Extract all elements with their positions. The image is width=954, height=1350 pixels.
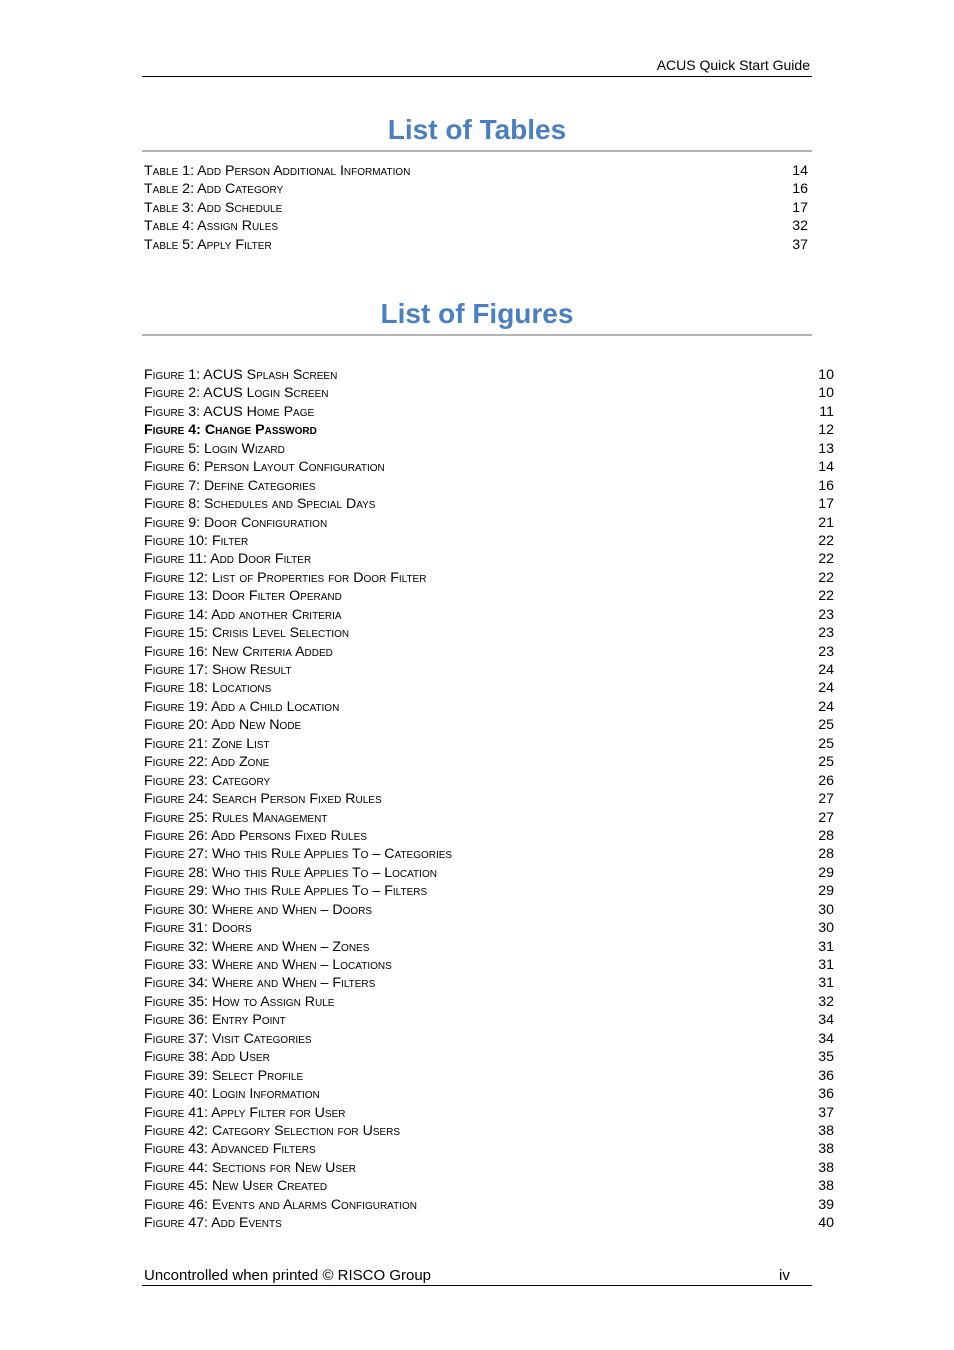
toc-entry-page: 17 [818, 496, 834, 513]
toc-entry-page: 29 [818, 864, 834, 881]
toc-entry-page: 22 [818, 532, 834, 549]
toc-entry-label: Figure 27: Who this Rule Applies To – Categories [144, 846, 453, 863]
toc-entry-label: Figure 24: Search Person Fixed Rules [144, 791, 382, 808]
toc-entry-page: 34 [818, 1012, 834, 1029]
toc-entry[interactable] [144, 643, 834, 661]
toc-entry-label: Figure 34: Where and When – Filters [144, 975, 376, 992]
toc-entry-page: 25 [818, 754, 834, 771]
toc-entry[interactable] [144, 735, 834, 753]
toc-entry-page: 16 [792, 181, 808, 198]
toc-entry-page: 22 [818, 569, 834, 586]
toc-entry-label: Figure 36: Entry Point [144, 1012, 286, 1029]
toc-entry[interactable] [144, 1011, 834, 1029]
footer-rule [142, 1285, 812, 1286]
toc-entry-page: 32 [792, 218, 808, 235]
toc-entry[interactable] [144, 827, 834, 845]
toc-entry-page: 27 [818, 809, 834, 826]
toc-entry-page: 38 [818, 1141, 834, 1158]
toc-entry-label: Figure 43: Advanced Filters [144, 1141, 316, 1158]
toc-entry[interactable] [144, 514, 834, 532]
toc-entry-label: Figure 23: Category [144, 772, 271, 789]
toc-entry-page: 14 [818, 459, 834, 476]
toc-entry-label: Figure 6: Person Layout Configuration [144, 459, 385, 476]
toc-entry[interactable] [144, 1177, 834, 1195]
toc-entry[interactable] [144, 956, 834, 974]
toc-entry-label: Figure 44: Sections for New User [144, 1159, 356, 1176]
toc-entry-page: 31 [818, 938, 834, 955]
toc-entry[interactable] [144, 1196, 834, 1214]
toc-entry[interactable] [144, 1214, 834, 1232]
toc-entry-page: 24 [818, 662, 834, 678]
toc-entry-label: Table 5: Apply Filter [144, 236, 272, 253]
toc-entry[interactable] [144, 236, 808, 254]
toc-entry[interactable] [144, 993, 834, 1011]
toc-entry-label: Figure 3: ACUS Home Page [144, 403, 315, 420]
figures-title-rule [142, 334, 812, 336]
toc-entry-label: Figure 8: Schedules and Special Days [144, 496, 376, 513]
toc-entry[interactable] [144, 458, 834, 476]
toc-entry[interactable] [144, 716, 834, 734]
list-of-figures-title: List of Figures [380, 298, 574, 329]
toc-entry-label: Figure 33: Where and When – Locations [144, 957, 392, 973]
toc-entry-page: 23 [818, 625, 834, 642]
toc-entry-label: Figure 32: Where and When – Zones [144, 938, 370, 955]
toc-entry-label: Table 2: Add Category [144, 181, 284, 198]
toc-entry-page: 24 [818, 680, 834, 697]
footer-notice: Uncontrolled when printed © RISCO Group [144, 1267, 432, 1284]
toc-entry-page: 31 [818, 957, 834, 973]
toc-entry-page: 25 [818, 735, 834, 752]
toc-entry-label: Figure 26: Add Persons Fixed Rules [144, 827, 367, 844]
toc-entry[interactable] [144, 1048, 834, 1066]
toc-entry-label: Figure 13: Door Filter Operand [144, 588, 342, 605]
toc-entry-page: 28 [818, 846, 834, 863]
toc-entry-label: Figure 5: Login Wizard [144, 440, 285, 457]
toc-entry-label: Figure 18: Locations [144, 680, 272, 697]
toc-entry[interactable] [144, 1030, 834, 1048]
toc-entry[interactable] [144, 550, 834, 568]
toc-entry[interactable] [144, 882, 834, 900]
toc-entry-page: 37 [792, 236, 808, 253]
toc-entry-label: Figure 41: Apply Filter for User [144, 1104, 346, 1121]
toc-entry[interactable] [144, 587, 834, 605]
toc-entry-label: Figure 15: Crisis Level Selection [144, 625, 350, 642]
toc-entry[interactable] [144, 624, 834, 642]
toc-entry[interactable] [144, 1140, 834, 1158]
toc-entry-label: Figure 7: Define Categories [144, 477, 316, 494]
toc-entry-page: 22 [818, 551, 834, 568]
toc-entry[interactable] [144, 938, 834, 956]
toc-entry[interactable] [144, 1067, 834, 1085]
toc-entry-label: Figure 46: Events and Alarms Configuration [144, 1196, 417, 1213]
toc-entry-page: 21 [818, 514, 834, 531]
toc-entry-label: Figure 4: Change Password [144, 422, 317, 439]
toc-entry-page: 38 [818, 1178, 834, 1195]
toc-entry[interactable] [144, 440, 834, 458]
toc-entry-label: Figure 42: Category Selection for Users [144, 1122, 401, 1139]
toc-entry-page: 34 [818, 1030, 834, 1047]
running-header: ACUS Quick Start Guide [656, 57, 810, 73]
toc-entry-label: Table 3: Add Schedule [144, 199, 283, 216]
toc-entry[interactable] [144, 679, 834, 697]
toc-entry-page: 27 [818, 791, 834, 808]
toc-entry-label: Figure 28: Who this Rule Applies To – Location [144, 864, 437, 881]
list-of-tables-title: List of Tables [387, 114, 567, 145]
toc-entry[interactable] [144, 901, 834, 919]
toc-entry-page: 35 [818, 1049, 834, 1066]
toc-entry[interactable] [144, 421, 834, 439]
toc-entry[interactable] [144, 606, 834, 624]
toc-entry[interactable] [144, 403, 834, 421]
toc-entry-label: Figure 9: Door Configuration [144, 514, 328, 531]
toc-entry[interactable] [144, 180, 808, 198]
toc-entry-label: Figure 29: Who this Rule Applies To – Filters [144, 883, 428, 900]
toc-entry-page: 36 [818, 1067, 834, 1084]
toc-entry-page: 11 [819, 403, 834, 420]
toc-entry[interactable] [144, 569, 834, 587]
toc-entry-label: Figure 20: Add New Node [144, 717, 302, 734]
toc-entry-page: 14 [792, 163, 808, 179]
toc-entry-page: 29 [818, 883, 834, 900]
toc-entry-label: Figure 31: Doors [144, 920, 252, 937]
list-of-figures [144, 366, 834, 1233]
toc-entry-page: 23 [818, 643, 834, 660]
toc-entry[interactable] [144, 661, 834, 679]
toc-entry-page: 25 [818, 717, 834, 734]
toc-entry[interactable] [144, 1122, 834, 1140]
toc-entry-label: Figure 25: Rules Management [144, 809, 328, 826]
tables-title-rule [142, 150, 812, 152]
toc-entry-label: Figure 39: Select Profile [144, 1067, 304, 1084]
toc-entry-label: Table 4: Assign Rules [144, 218, 279, 235]
toc-entry-page: 16 [818, 477, 834, 494]
footer-page-number: iv [779, 1267, 790, 1284]
toc-entry-page: 38 [818, 1159, 834, 1176]
toc-entry-label: Figure 16: New Criteria Added [144, 643, 333, 660]
toc-entry[interactable] [144, 1104, 834, 1122]
toc-entry-label: Figure 22: Add Zone [144, 754, 270, 771]
toc-entry-page: 36 [818, 1086, 834, 1103]
toc-entry-page: 38 [818, 1122, 834, 1139]
toc-entry-label: Figure 19: Add a Child Location [144, 698, 340, 715]
toc-entry[interactable] [144, 384, 834, 402]
toc-entry-page: 12 [818, 422, 834, 439]
toc-entry-label: Figure 17: Show Result [144, 662, 292, 678]
toc-entry-page: 10 [818, 367, 834, 383]
toc-entry-page: 17 [792, 199, 808, 216]
toc-entry[interactable] [144, 753, 834, 771]
toc-entry-page: 10 [818, 385, 834, 402]
toc-entry-label: Figure 30: Where and When – Doors [144, 901, 373, 918]
toc-entry-label: Figure 12: List of Properties for Door Filter [144, 569, 427, 586]
toc-entry[interactable] [144, 790, 834, 808]
toc-entry[interactable] [144, 199, 808, 217]
toc-entry-page: 39 [818, 1196, 834, 1213]
toc-entry-label: Table 1: Add Person Additional Information [144, 163, 411, 179]
toc-entry[interactable] [144, 845, 834, 863]
toc-entry-page: 24 [818, 698, 834, 715]
toc-entry[interactable] [144, 698, 834, 716]
toc-entry-page: 40 [818, 1215, 834, 1232]
toc-entry[interactable] [144, 1159, 834, 1177]
toc-entry[interactable] [144, 162, 808, 180]
toc-entry-page: 22 [818, 588, 834, 605]
toc-entry-label: Figure 35: How to Assign Rule [144, 993, 335, 1010]
toc-entry-label: Figure 37: Visit Categories [144, 1030, 312, 1047]
toc-entry-page: 30 [818, 901, 834, 918]
toc-entry[interactable] [144, 1085, 834, 1103]
toc-entry-label: Figure 47: Add Events [144, 1215, 282, 1232]
toc-entry-label: Figure 1: ACUS Splash Screen [144, 367, 338, 383]
toc-entry-label: Figure 21: Zone List [144, 735, 270, 752]
toc-entry[interactable] [144, 477, 834, 495]
toc-entry-label: Figure 40: Login Information [144, 1086, 320, 1103]
toc-entry-page: 28 [818, 827, 834, 844]
toc-entry[interactable] [144, 532, 834, 550]
toc-entry-page: 23 [818, 606, 834, 623]
toc-entry-page: 26 [818, 772, 834, 789]
toc-entry-page: 37 [818, 1104, 834, 1121]
toc-entry-label: Figure 38: Add User [144, 1049, 270, 1066]
toc-entry[interactable] [144, 772, 834, 790]
toc-entry-page: 31 [818, 975, 834, 992]
list-of-tables [144, 162, 808, 254]
toc-entry-label: Figure 2: ACUS Login Screen [144, 385, 329, 402]
toc-entry[interactable] [144, 495, 834, 513]
toc-entry-page: 32 [818, 993, 834, 1010]
toc-entry[interactable] [144, 919, 834, 937]
toc-entry-label: Figure 11: Add Door Filter [144, 551, 312, 568]
toc-entry-label: Figure 45: New User Created [144, 1178, 328, 1195]
header-rule [142, 76, 812, 77]
toc-entry[interactable] [144, 809, 834, 827]
toc-entry-label: Figure 14: Add another Criteria [144, 606, 342, 623]
toc-entry[interactable] [144, 864, 834, 882]
toc-entry[interactable] [144, 217, 808, 235]
toc-entry-page: 30 [818, 920, 834, 937]
toc-entry[interactable] [144, 366, 834, 384]
toc-entry-page: 13 [818, 440, 834, 457]
toc-entry-label: Figure 10: Filter [144, 532, 249, 549]
toc-entry[interactable] [144, 974, 834, 992]
